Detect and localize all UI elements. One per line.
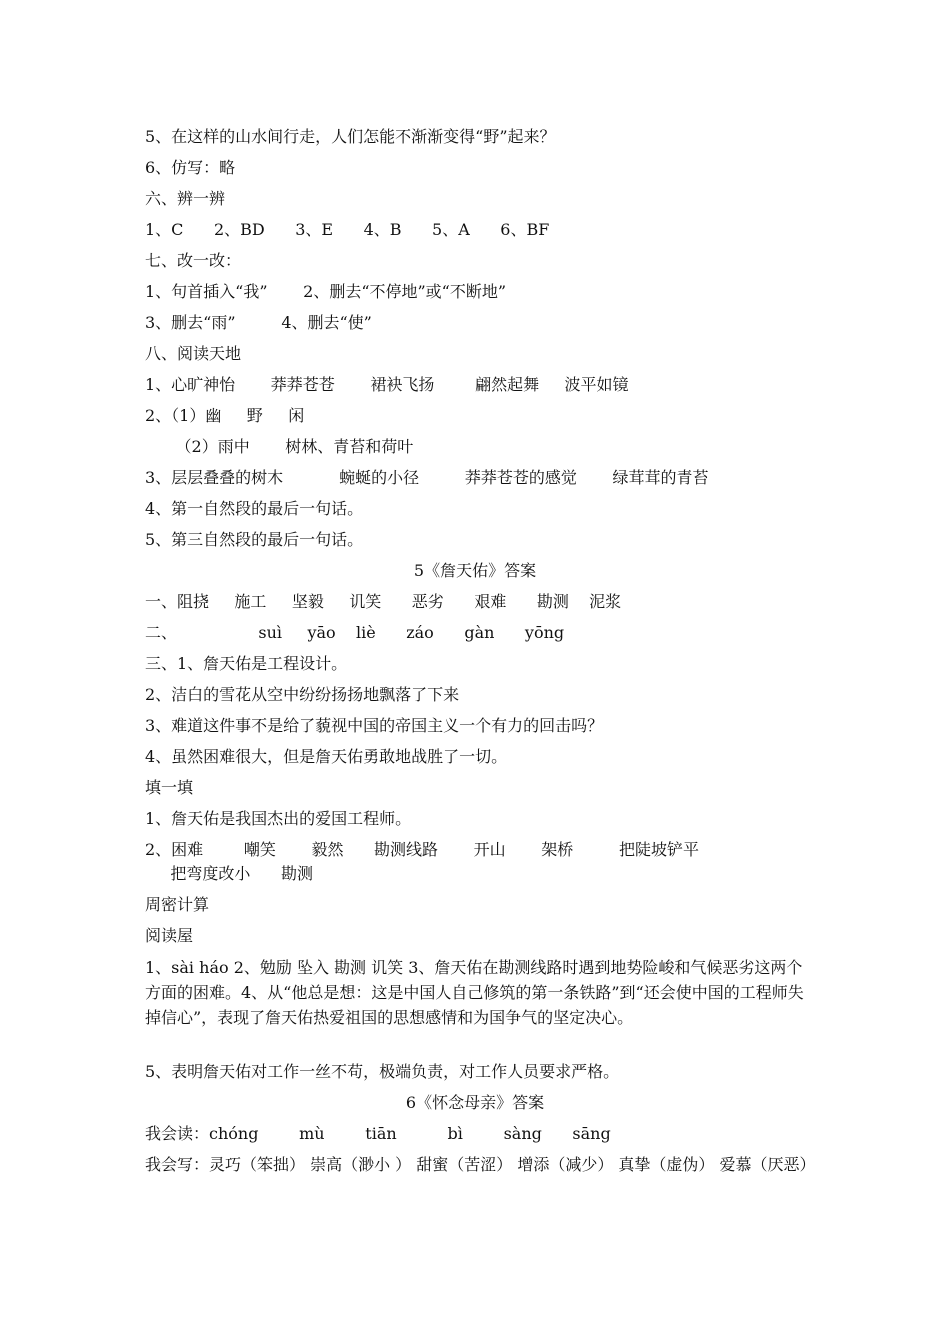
answer-line: （2）雨中 树林、青苔和荷叶 <box>145 437 414 456</box>
answer-paragraph: 我会写：灵巧（笨拙） 崇高（渺小 ） 甜蜜（苦涩） 增添（减少） 真挚（虚伪） 爱慕（厌恶） <box>145 1155 816 1174</box>
answer-line: 1、C 2、BD 3、E 4、B 5、A 6、BF <box>145 220 550 239</box>
answer-line: 5、表明詹天佑对工作一丝不苟，极端负责，对工作人员要求严格。 <box>145 1062 620 1081</box>
section-heading: 阅读屋 <box>145 926 194 945</box>
answer-line: 3、层层叠叠的树木 蜿蜒的小径 莽莽苍苍的感觉 绿茸茸的青苔 <box>145 468 709 487</box>
answer-line: 3、难道这件事不是给了藐视中国的帝国主义一个有力的回击吗？ <box>145 716 604 735</box>
answer-line: 二、 suì yāo liè záo gàn yōng <box>145 623 565 642</box>
section-heading: 六、辨一辨 <box>145 189 226 208</box>
answer-line: 5、第三自然段的最后一句话。 <box>145 530 364 549</box>
answer-line: 一、阻挠 施工 坚毅 讥笑 恶劣 艰难 勘测 泥浆 <box>145 592 622 611</box>
answer-line: 1、詹天佑是我国杰出的爱国工程师。 <box>145 809 412 828</box>
answer-line: 5、在这样的山水间行走，人们怎能不渐渐变得“野”起来？ <box>145 127 556 146</box>
answer-line: 1、句首插入“我” 2、删去“不停地”或“不断地” <box>145 282 507 301</box>
section-heading: 填一填 <box>145 778 194 797</box>
section-heading: 七、改一改： <box>145 251 242 270</box>
answer-line: 2、困难 嘲笑 毅然 勘测线路 开山 架桥 把陡坡铲平 <box>145 840 699 859</box>
section-heading: 八、阅读天地 <box>145 344 242 363</box>
section-heading: 周密计算 <box>145 895 210 914</box>
answer-line: 2、（1）幽 野 闲 <box>145 406 305 425</box>
answer-line: 三、1、詹天佑是工程设计。 <box>145 654 348 673</box>
answer-paragraph: 1、sài háo 2、勉励 坠入 勘测 讥笑 3、詹天佑在勘测线路时遇到地势险峻和气候恶劣这两个方面的困难。4、从“他总是想：这是中国人自己修筑的第一条铁路”到“还会使中国的工程师失掉信心”，表现了詹天佑热爱祖国的思想感情和为国争气的坚定决心。 <box>145 958 804 1027</box>
answer-line: 4、虽然困难很大，但是詹天佑勇敢地战胜了一切。 <box>145 747 508 766</box>
answer-line: 6、仿写：略 <box>145 158 236 177</box>
answer-line: 4、第一自然段的最后一句话。 <box>145 499 364 518</box>
answer-line: 2、洁白的雪花从空中纷纷扬扬地飘落了下来 <box>145 685 460 704</box>
lesson-title: 6《怀念母亲》答案 <box>405 1093 545 1112</box>
answer-line: 1、心旷神怡 莽莽苍苍 裙袂飞扬 翩然起舞 波平如镜 <box>145 375 629 394</box>
answer-line: 把弯度改小 勘测 <box>145 864 313 883</box>
answer-line: 我会读：chóng mù tiān bì sàng sāng <box>145 1124 611 1143</box>
lesson-title: 5《詹天佑》答案 <box>413 561 537 580</box>
answer-line: 3、删去“雨” 4、删去“使” <box>145 313 372 332</box>
